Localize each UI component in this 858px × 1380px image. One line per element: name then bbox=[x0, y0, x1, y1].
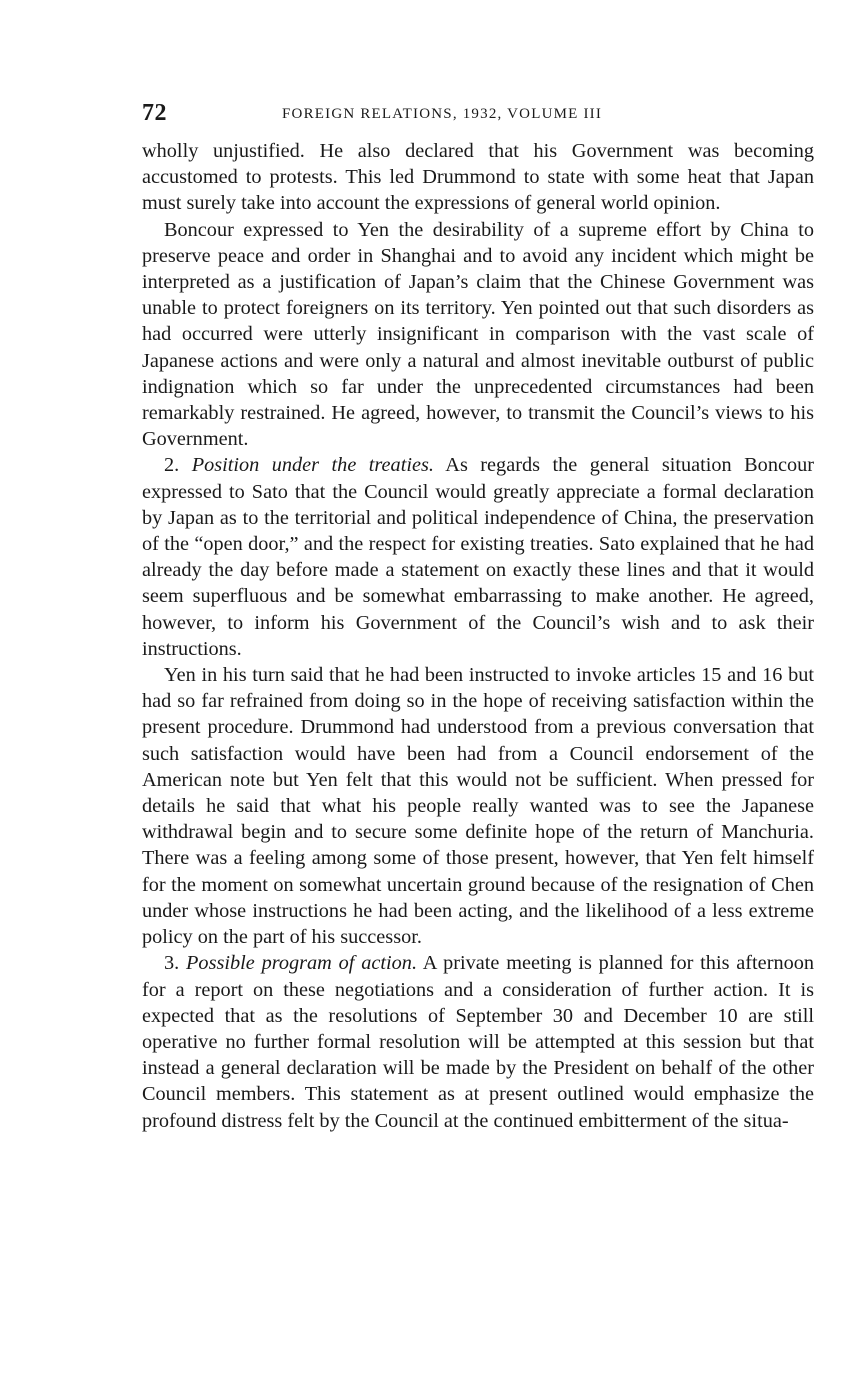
paragraph-text: As regards the general situation Boncour expressed to Sato that the Council would greatly appreciate a formal declaration by Japan as to the territorial and political independence of China, the preservation of the “open door,” and the respect for existing treaties. Sato explained that he had already the day before made a statement on exactly these lines and that it would seem superfluous and be somewhat embarrassing to make another. He agreed, however, to inform his Government of the Council’s wish and to ask their instructions. bbox=[142, 454, 814, 660]
section-number: 2. bbox=[164, 454, 180, 477]
paragraph-text: Yen in his turn said that he had been instructed to invoke articles 15 and 16 but had so far refrained from doing so in the hope of receiving satisfaction within the present procedure. Drummond had understood from a previous conversation that such satisfaction would have been had from a Council endorsement of the American note but Yen felt that this would not be sufficient. When pressed for details he said that what his people really wanted was to see the Japanese withdrawal begin and to secure some definite hope of the return of Manchuria. There was a feeling among some of those present, however, that Yen felt himself for the moment on somewhat uncertain ground because of the resignation of Chen under whose instructions he had been acting, and the likelihood of a less extreme policy on the part of his successor. bbox=[142, 664, 814, 949]
section-number: 3. bbox=[164, 952, 180, 975]
paragraph-text: wholly unjustified. He also declared that his Government was becoming accustomed to protests. This led Drummond to state with some heat that Japan must surely take into account the expressions of general world opinion. bbox=[142, 140, 814, 215]
paragraph bbox=[142, 950, 814, 1133]
body-text bbox=[142, 138, 814, 1134]
paragraph bbox=[142, 662, 814, 950]
paragraph bbox=[142, 138, 814, 217]
section-heading: Position under the treaties. bbox=[191, 454, 434, 477]
paragraph bbox=[142, 452, 814, 662]
paragraph bbox=[142, 217, 814, 453]
section-heading: Possible program of action. bbox=[186, 952, 418, 975]
paragraph-text: Boncour expressed to Yen the desirability of a supreme effort by China to preserve peace and order in Shanghai and to avoid any incident which might be interpreted as a justification of Japan’s claim that the Chinese Government was unable to protect foreigners on its territory. Yen pointed out that such disorders as had occurred were utterly insignificant in comparison with the vast scale of Japanese actions and were only a natural and almost inevitable outburst of public indignation which so far under the unprecedented circumstances had been remarkably restrained. He agreed, however, to transmit the Council’s views to his Government. bbox=[142, 218, 814, 451]
page-header bbox=[142, 98, 814, 138]
paragraph-text: A private meeting is planned for this afternoon for a report on these negotiations and a consideration of further action. It is expected that as the resolutions of September 30 and December 10 are still operative no further formal resolution will be attempted at this session but that instead a general declaration will be made by the President on behalf of the other Council members. This statement as at present outlined would emphasize the profound distress felt by the Council at the continued embitterment of the situa- bbox=[142, 952, 815, 1132]
page-number: 72 bbox=[142, 100, 167, 126]
running-head: FOREIGN RELATIONS, 1932, VOLUME III bbox=[282, 106, 603, 122]
document-page bbox=[142, 98, 814, 1134]
